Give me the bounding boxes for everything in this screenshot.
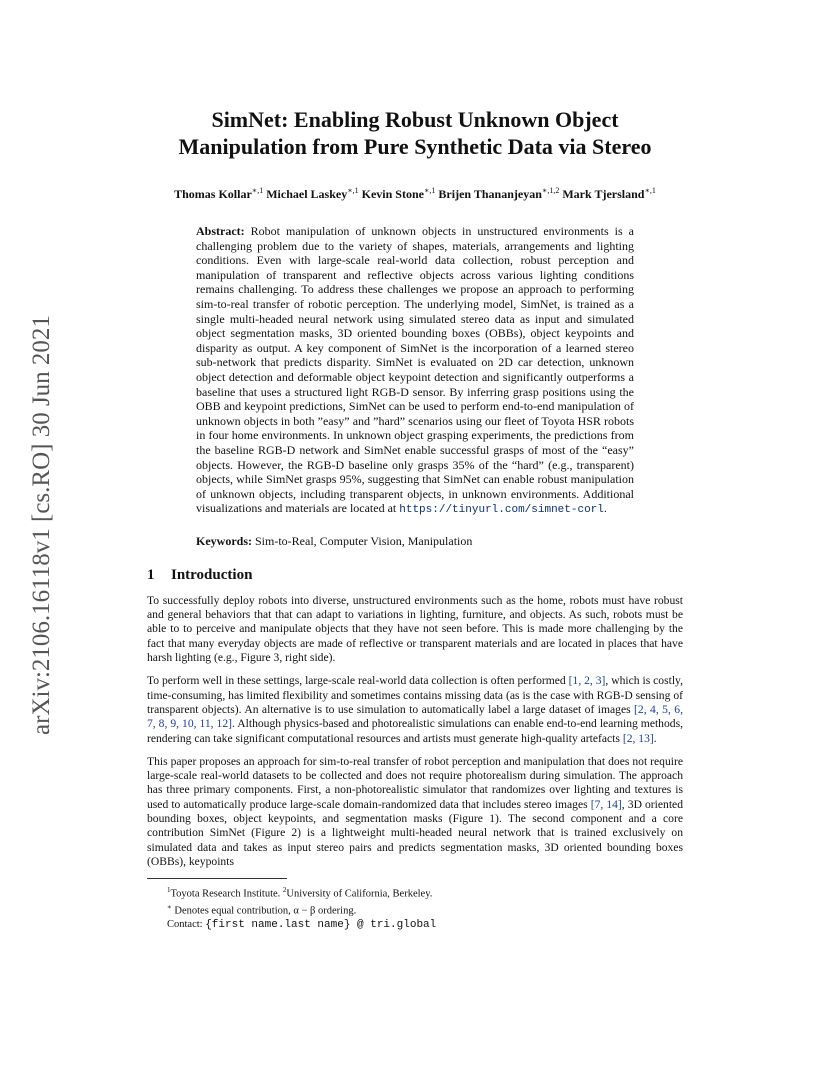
keywords-label: Keywords: [196, 533, 252, 548]
footnote-affiliations: $^1$Toyota Research Institute. $^2$University of California, Berkeley. [167, 886, 433, 900]
keywords-text: Sim-to-Real, Computer Vision, Manipulation [255, 533, 473, 548]
abstract-label: Abstract: [196, 224, 245, 238]
author: Kevin Stone$^{∗,1}$ [361, 186, 436, 201]
intro-paragraph-3: This paper proposes an approach for sim-to-real transfer of robot perception and manipulation that does not require large-scale real-world datasets to be collected and does not require photorealism during simulation. The approach has three primary components. First, a non-photorealistic simulator that randomizes over lighting and textures is used to automatically produce large-scale domain-randomized data that includes stereo images [7, 14], 3D oriented bounding boxes, object keypoints, and segmentation masks (Figure 1). The second component and a core contribution SimNet (Figure 2) is a lightweight multi-headed neural network that is trained exclusively on simulated data and takes as input stereo pairs and predicts segmentation masks, 3D oriented bounding boxes (OBBs), keypoints [147, 754, 683, 868]
contact-address: {first name.last name} @ tri.global [205, 919, 437, 932]
footnote-rule [147, 878, 287, 879]
abstract-text: Robot manipulation of unknown objects in unstructured environments is a challenging problem due to the variety of shapes, materials, arrangements and lighting conditions. Even with large-scale real-world data collection, robust perception and manipulation of transparent and reflective objects across various lighting conditions remains challenging. To address these challenges we propose an approach to performing sim-to-real transfer of robotic perception. The underlying model, SimNet, is trained as a single multi-headed neural network using simulated stereo data as input and simulated object segmentation masks, 3D oriented bounding boxes (OBBs), object keypoints and disparity as output. A key component of SimNet is the incorporation of a learned stereo sub-network that predicts disparity. SimNet is evaluated on 2D car detection, unknown object detection and deformable object keypoint detection and significantly outperforms a baseline that uses a structured light RGB-D sensor. By inferring grasp positions using the OBB and keypoint predictions, SimNet can be used to perform end-to-end manipulation of unknown objects in both ”easy” and ”hard” scenarios using our fleet of Toyota HSR robots in four home environments. In unknown object grasping experiments, the predictions from the baseline RGB-D network and SimNet enable successful grasps of most of the “easy” objects. However, the RGB-D baseline only grasps 35% of the “hard” (e.g., transparent) objects, while SimNet grasps 95%, suggesting that SimNet can enable robust manipulation of unknown objects, including transparent objects, in unknown environments. Additional visualizations and materials are located at [196, 224, 635, 516]
author: Mark Tjersland$^{∗,1}$ [562, 186, 656, 201]
author-list [147, 186, 683, 202]
citation[interactable]: [7, 14] [590, 797, 622, 811]
section-number: 1 [147, 566, 155, 583]
project-link[interactable]: https://tinyurl.com/simnet-corl [399, 504, 604, 517]
author: Thomas Kollar$^{∗,1}$ [174, 186, 264, 201]
section-title: Introduction [171, 566, 253, 583]
author: Brijen Thananjeyan$^{∗,1,2}$ [438, 186, 560, 201]
citation[interactable]: [1, 2, 3] [568, 674, 606, 688]
keywords [196, 534, 634, 549]
paper-page [147, 106, 683, 933]
citation[interactable]: [2, 4, 5, 6, 7, 8, 9, 10, 11, 12] [147, 702, 683, 731]
paper-title [147, 106, 683, 160]
intro-paragraph-2: To perform well in these settings, large-scale real-world data collection is often performed [1, 2, 3], which is costly, time-consuming, has limited flexibility and sometimes contains missing data (as is the case with RGB-D sensing of transparent objects). An alternative is to use simulation to automatically label a large dataset of images [2, 4, 5, 6, 7, 8, 9, 10, 11, 12]. Although physics-based and photorealistic simulations can enable end-to-end learning methods, rendering can take significant computational resources and artists must generate high-quality artefacts [2, 13]. [147, 674, 683, 745]
title-line-2: Manipulation from Pure Synthetic Data via Stereo [178, 134, 652, 159]
author: Michael Laskey$^{∗,1}$ [266, 186, 359, 201]
section-heading-introduction [147, 567, 683, 584]
arxiv-sidebar [24, 290, 60, 760]
arxiv-stamp: arXiv:2106.16118v1 [cs.RO] 30 Jun 2021 [28, 315, 55, 735]
abstract: Abstract: Robot manipulation of unknown objects in unstructured environments is a challenging problem due to the variety of shapes, materials, arrangements and lighting conditions. Even with large-scale real-world data collection, robust perception and manipulation of transparent and reflective objects across various lighting conditions remains challenging. To address these challenges we propose an approach to performing sim-to-real transfer of robotic perception. The underlying model, SimNet, is trained as a single multi-headed neural network using simulated stereo data as input and simulated object segmentation masks, 3D oriented bounding boxes (OBBs), object keypoints and disparity as output. A key component of SimNet is the incorporation of a learned stereo sub-network that predicts disparity. SimNet is evaluated on 2D car detection, unknown object detection and deformable object keypoint detection and significantly outperforms a baseline that uses a structured light RGB-D sensor. By inferring grasp positions using the OBB and keypoint predictions, SimNet can be used to perform end-to-end manipulation of unknown objects in both ”easy” and ”hard” scenarios using our fleet of Toyota HSR robots in four home environments. In unknown object grasping experiments, the predictions from the baseline RGB-D network and SimNet enable successful grasps of most of the “easy” objects. However, the RGB-D baseline only grasps 35% of the “hard” (e.g., transparent) objects, while SimNet grasps 95%, suggesting that SimNet can enable robust manipulation of unknown objects, including transparent objects, in unknown environments. Additional visualizations and materials are located at https://tinyurl.com/simnet-corl. [196, 224, 635, 517]
citation[interactable]: [2, 13] [622, 731, 654, 745]
footnote-contact: Contact: {first name.last name} @ tri.global [167, 919, 437, 932]
intro-paragraph-1: To successfully deploy robots into diverse, unstructured environments such as the home, robots must have robust and general behaviors that that can adapt to variations in lighting, furniture, and objects. As such, robots must be able to to perceive and manipulate objects that they have not seen before. This is made more challenging by the fact that many everyday objects are made of reflective or transparent materials and are located in places that have harsh lighting (e.g., Figure 3, right side). [147, 593, 683, 665]
title-line-1: SimNet: Enabling Robust Unknown Object [211, 107, 619, 132]
footnote-equal-contribution: ∗ Denotes equal contribution, α − β ordering. [167, 903, 357, 917]
